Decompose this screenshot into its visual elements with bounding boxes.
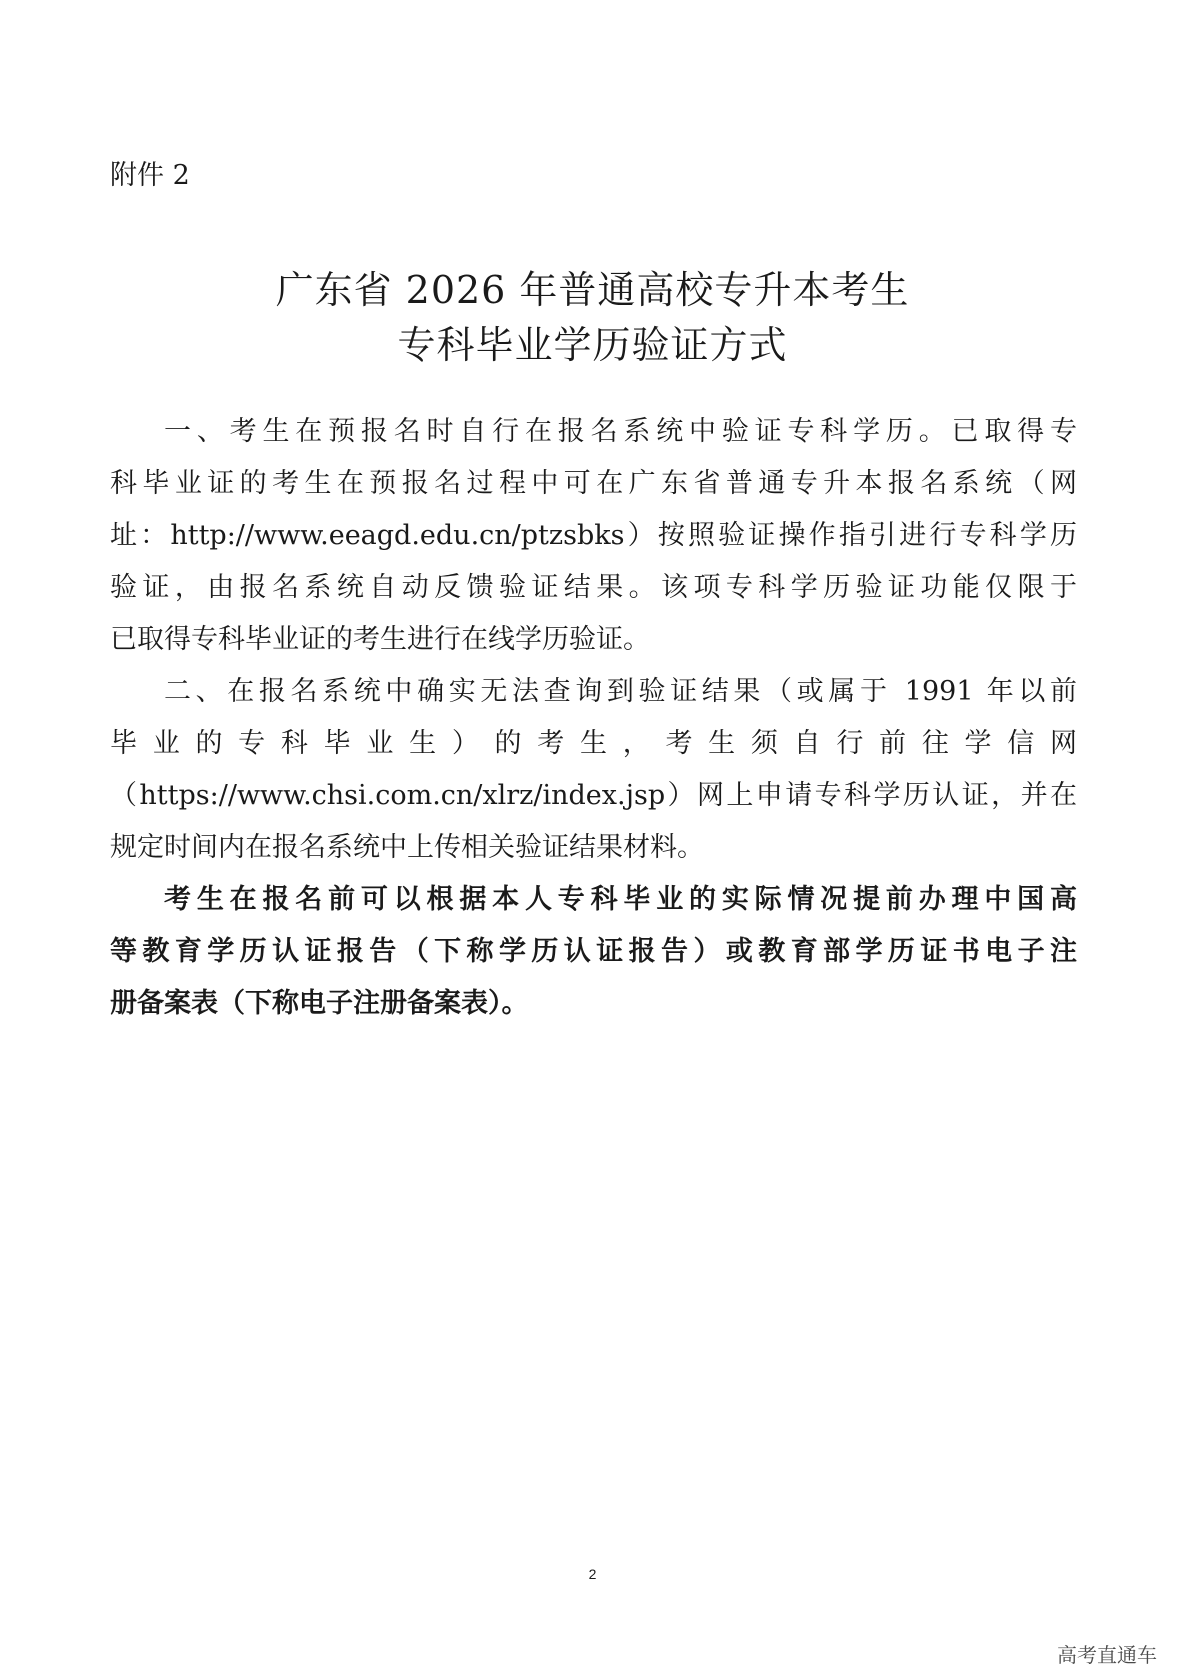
paragraph-1-line-5: 已取得专科毕业证的考生进行在线学历验证。 <box>110 624 650 655</box>
paragraph-2-line-4: 规定时间内在报名系统中上传相关验证结果材料。 <box>110 832 704 863</box>
paragraph-2-line-2: 毕业的专科毕业生）的考生，考生须自行前往学信网 <box>110 728 1077 759</box>
paragraph-1-line-1: 一、考生在预报名时自行在报名系统中验证专科学历。已取得专 <box>164 416 1077 447</box>
page-number: 2 <box>588 1566 597 1582</box>
paragraph-3-line-3: 册备案表（下称电子注册备案表）。 <box>110 988 529 1019</box>
paragraph-1-line-2: 科毕业证的考生在预报名过程中可在广东省普通专升本报名系统（网 <box>110 468 1077 499</box>
paragraph-3-line-2: 等教育学历认证报告（下称学历认证报告）或教育部学历证书电子注 <box>110 936 1077 967</box>
attachment-label: 附件 2 <box>110 160 190 191</box>
paragraph-1-line-3: 址：http://www.eeagd.edu.cn/ptzsbks）按照验证操作指引进行专科学历 <box>110 520 1077 551</box>
paragraph-2-line-3: （https://www.chsi.com.cn/xlrz/index.jsp）网上申请专科学历认证，并在 <box>110 780 1077 811</box>
paragraph-3-line-1: 考生在报名前可以根据本人专科毕业的实际情况提前办理中国高 <box>164 884 1077 915</box>
paragraph-2-line-1: 二、在报名系统中确实无法查询到验证结果（或属于 1991 年以前 <box>164 676 1077 707</box>
document-title-line-2: 专科毕业学历验证方式 <box>397 323 788 367</box>
watermark: 高考直通车 <box>1057 1643 1157 1667</box>
paragraph-1-line-4: 验证，由报名系统自动反馈验证结果。该项专科学历验证功能仅限于 <box>110 572 1077 603</box>
document-title-line-1: 广东省 2026 年普通高校专升本考生 <box>275 268 910 312</box>
